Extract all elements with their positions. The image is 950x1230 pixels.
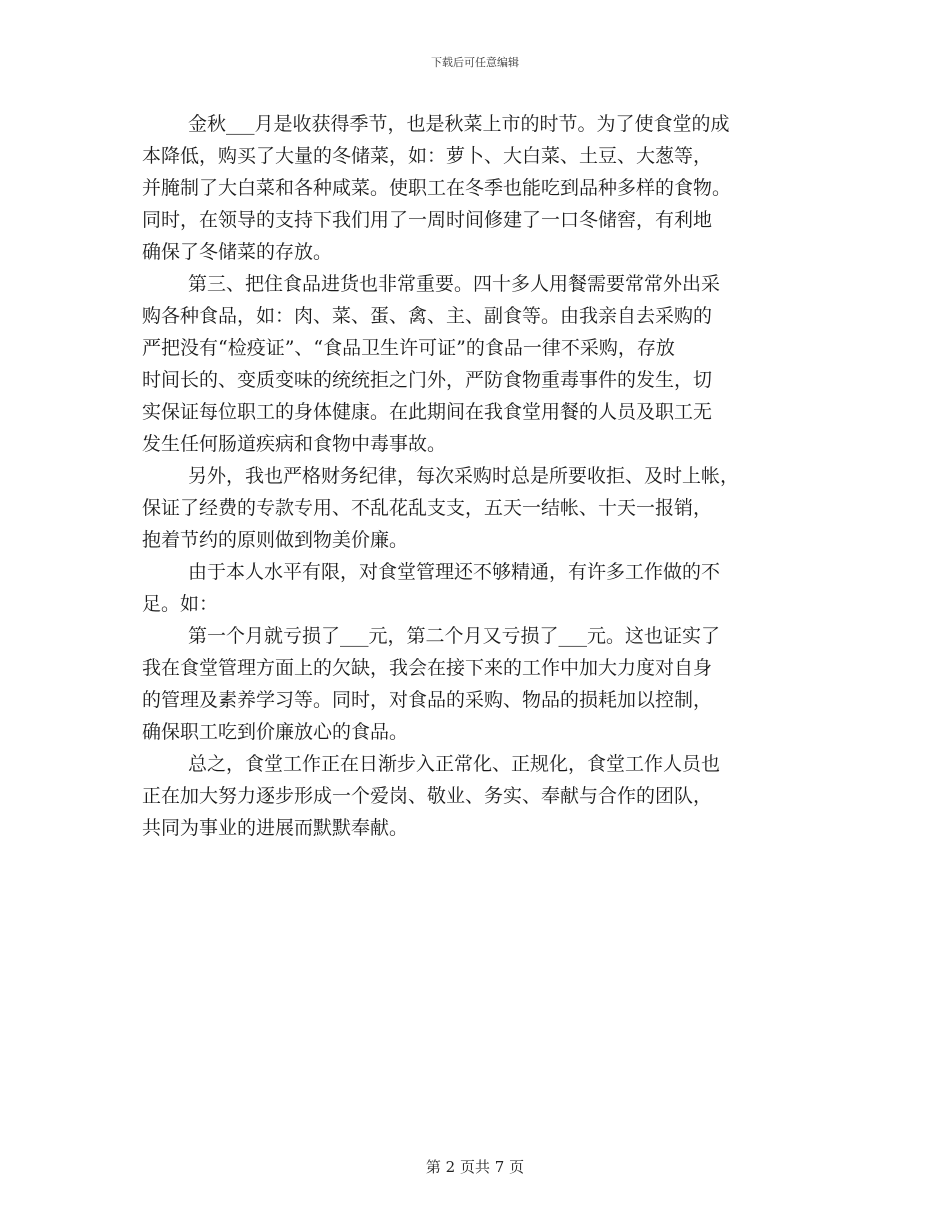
text-line: 的管理及素养学习等。同时，对食品的采购、物品的损耗加以控制，	[142, 689, 713, 711]
page-footer: 第 2 页共 7 页	[425, 1158, 525, 1176]
text-line: 购各种食品，如：肉、菜、蛋、禽、主、副食等。由我亲自去采购的	[142, 305, 713, 327]
text-line: 第三、把住食品进货也非常重要。四十多人用餐需要常常外出采	[188, 273, 721, 295]
text-line: 正在加大努力逐步形成一个爱岗、敬业、务实、奉献与合作的团队，	[142, 785, 713, 807]
text-line: 严把没有“检疫证”、“食品卫生许可证”的食品一律不采购，存放	[142, 337, 675, 359]
text-line: 由于本人水平有限，对食堂管理还不够精通，有许多工作做的不	[188, 561, 721, 583]
text-line: 时间长的、变质变味的统统拒之门外，严防食物重毒事件的发生，切	[142, 369, 713, 391]
text-line: 保证了经费的专款专用、不乱花乱支支，五天一结帐、十天一报销，	[142, 497, 713, 519]
text-line: 金秋___月是收获得季节，也是秋菜上市的时节。为了使食堂的成	[188, 113, 730, 135]
text-line: 实保证每位职工的身体健康。在此期间在我食堂用餐的人员及职工无	[142, 401, 713, 423]
text-line: 发生任何肠道疾病和食物中毒事故。	[142, 433, 447, 455]
text-line: 另外，我也严格财务纪律，每次采购时总是所要收拒、及时上帐，	[188, 465, 740, 487]
text-line: 并腌制了大白菜和各种咸菜。使职工在冬季也能吃到品种多样的食物。	[142, 177, 732, 199]
text-line: 同时，在领导的支持下我们用了一周时间修建了一口冬储窖，有利地	[142, 209, 713, 231]
text-line: 共同为事业的进展而默默奉献。	[142, 817, 409, 839]
document-body	[142, 108, 810, 844]
text-line: 第一个月就亏损了___元，第二个月又亏损了___元。这也证实了	[188, 625, 721, 647]
text-line: 我在食堂管理方面上的欠缺，我会在接下来的工作中加大力度对自身	[142, 657, 713, 679]
text-line: 抱着节约的原则做到物美价廉。	[142, 529, 409, 551]
text-line: 足。如：	[142, 593, 219, 615]
text-line: 总之，食堂工作正在日渐步入正常化、正规化，食堂工作人员也	[188, 753, 721, 775]
text-line: 确保了冬储菜的存放。	[142, 241, 333, 263]
text-line: 本降低，购买了大量的冬储菜，如：萝卜、大白菜、土豆、大葱等，	[142, 145, 713, 167]
page-header: 下载后可任意编辑	[431, 56, 519, 69]
text-line: 确保职工吃到价廉放心的食品。	[142, 721, 409, 743]
